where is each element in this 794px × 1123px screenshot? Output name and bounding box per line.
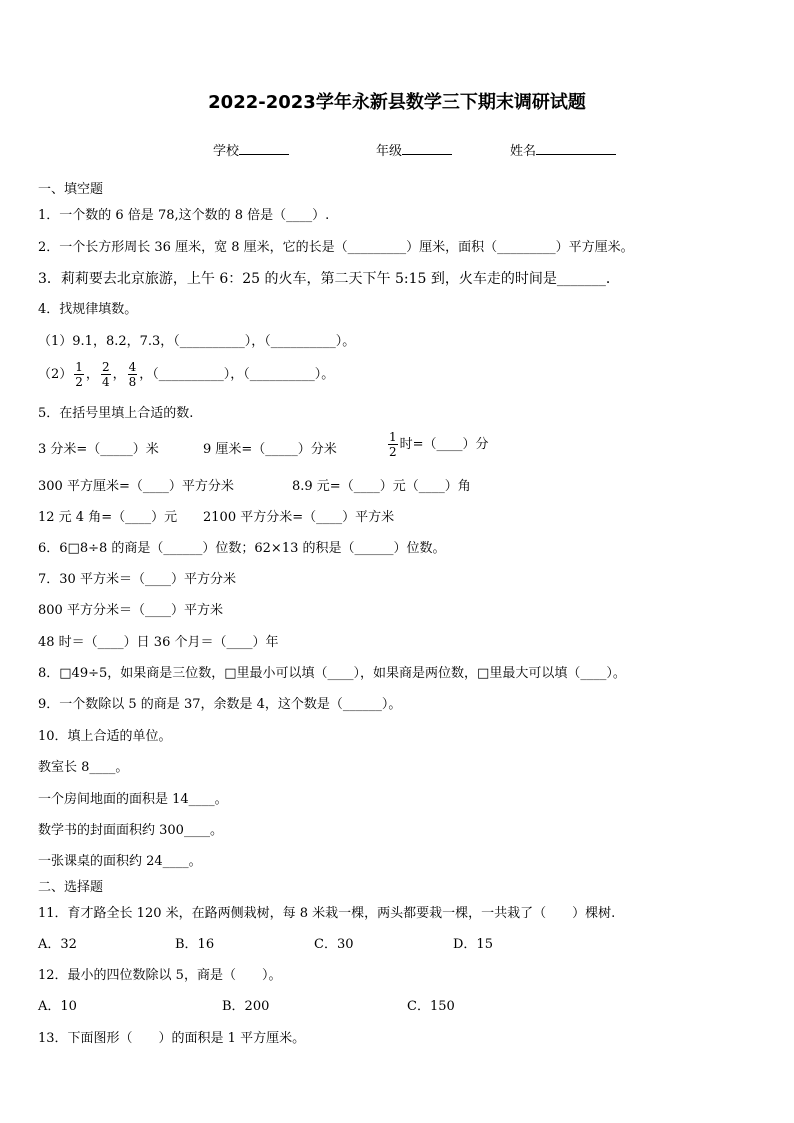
question-7-line-2: 800 平方分米＝（____）平方米 <box>38 603 223 618</box>
question-3: 3．莉莉要去北京旅游，上午 6：25 的火车，第二天下午 5:15 到，火车走的时间是_______． <box>38 271 620 287</box>
q5-row1-c-text: 时=（____）分 <box>399 437 489 452</box>
name-label: 姓名 <box>510 144 537 159</box>
name-blank[interactable] <box>536 141 616 155</box>
question-11: 11．育才路全长 120 米，在路两侧栽树，每 8 米栽一棵，两头都要栽一棵，一共栽了（ ）棵树. <box>38 906 616 921</box>
question-12: 12．最小的四位数除以 5，商是（ ）。 <box>38 968 282 983</box>
question-10-line-1: 教室长 8____。 <box>38 760 129 775</box>
section-fill-heading: 一、填空题 <box>38 182 104 197</box>
q5-row1-c <box>386 430 489 459</box>
q5-row2-b: 8.9 元=（____）元（____）角 <box>292 479 471 494</box>
q5-row1-a: 3 分米=（_____）米 <box>38 442 159 457</box>
school-label: 学校 <box>213 144 240 159</box>
denominator: 4 <box>101 375 110 389</box>
grade-label: 年级 <box>376 144 403 159</box>
q5-row1-b: 9 厘米=（_____）分米 <box>203 442 337 457</box>
denominator: 2 <box>75 375 83 389</box>
question-10-line-2: 一个房间地面的面积是 14____。 <box>38 792 228 807</box>
question-10-line-4: 一张课桌的面积约 24____。 <box>38 854 202 869</box>
q12-option-c[interactable]: C．150 <box>407 999 455 1014</box>
question-8: 8．□49÷5，如果商是三位数，□里最小可以填（____），如果商是两位数，□里最大可以填（____）。 <box>38 666 626 681</box>
question-13: 13．下面图形（ ）的面积是 1 平方厘米。 <box>38 1031 306 1046</box>
question-6: 6．6□8÷8 的商是（______）位数；62×13 的积是（______）位数。 <box>38 541 446 556</box>
question-5: 5．在括号里填上合适的数. <box>38 406 194 421</box>
grade-blank[interactable] <box>402 141 452 155</box>
numerator: 1 <box>389 430 397 444</box>
question-2: 2．一个长方形周长 36 厘米，宽 8 厘米，它的长是（_________）厘米，面积（_________）平方厘米。 <box>38 240 634 255</box>
q11-option-c[interactable]: C．30 <box>314 937 354 952</box>
question-7: 7．30 平方米＝（____）平方分米 <box>38 572 236 587</box>
question-10: 10．填上合适的单位。 <box>38 729 172 744</box>
numerator: 4 <box>128 360 137 374</box>
separator: ， <box>112 367 126 382</box>
q4-2-suffix: ，（__________），（__________）。 <box>139 367 335 382</box>
numerator: 2 <box>101 360 110 374</box>
q11-option-b[interactable]: B．16 <box>175 937 215 952</box>
question-7-line-3: 48 时＝（____）日 36 个月＝（____）年 <box>38 635 279 650</box>
question-9: 9．一个数除以 5 的商是 37，余数是 4，这个数是（______）。 <box>38 697 402 712</box>
fraction <box>101 360 111 389</box>
numerator: 1 <box>75 360 83 374</box>
q5-row3-b: 2100 平方分米=（____）平方米 <box>203 510 395 525</box>
school-blank[interactable] <box>239 141 289 155</box>
question-1: 1．一个数的 6 倍是 78,这个数的 8 倍是（____）. <box>38 208 330 223</box>
name-field <box>510 140 616 159</box>
separator: ， <box>85 367 99 382</box>
fraction <box>128 360 138 389</box>
school-field <box>213 140 289 159</box>
fraction <box>74 360 84 389</box>
q5-row2-a: 300 平方厘米=（____）平方分米 <box>38 479 234 494</box>
grade-field <box>376 140 452 159</box>
q12-option-a[interactable]: A．10 <box>38 999 77 1014</box>
question-4-part-1: （1）9.1，8.2，7.3，（__________），（__________）。 <box>38 334 356 349</box>
denominator: 2 <box>389 445 397 459</box>
q11-option-d[interactable]: D．15 <box>453 937 493 952</box>
question-4: 4．找规律填数。 <box>38 302 138 317</box>
denominator: 8 <box>128 375 137 389</box>
fraction <box>388 430 398 459</box>
question-10-line-3: 数学书的封面面积约 300____。 <box>38 823 223 838</box>
question-4-part-2 <box>38 360 334 389</box>
q11-option-a[interactable]: A．32 <box>38 937 77 952</box>
q4-2-prefix: （2） <box>38 367 73 382</box>
section-choice-heading: 二、选择题 <box>38 880 104 895</box>
page-title: 2022-2023学年永新县数学三下期末调研试题 <box>208 92 586 113</box>
q12-option-b[interactable]: B．200 <box>222 999 270 1014</box>
q5-row3-a: 12 元 4 角=（____）元 <box>38 510 178 525</box>
